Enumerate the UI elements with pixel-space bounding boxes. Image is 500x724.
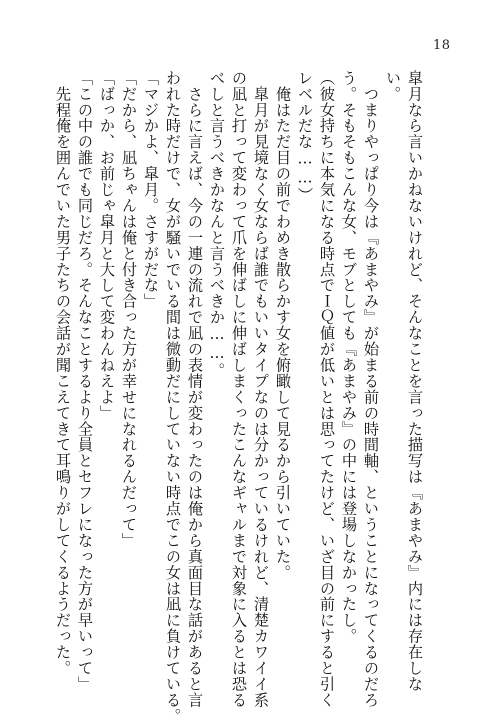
text-line: 先程俺を囲んでいた男子たちの会話が聞こえてきて耳鳴りがしてくるようだった。: [54, 70, 72, 677]
text-line: （彼女持ちに本気になる時点でＩＱ値が低いとは思ってたけど、いざ目の前にすると引く: [318, 70, 336, 708]
text-line: つまりやっぱり今は『あまやみ』が始まる前の時間軸、ということになってくるのだろ: [362, 70, 380, 708]
text-line: 皐月が見境なく女ならば誰でもいいタイプなのは分かっているけれど、清楚カワイイ系: [252, 70, 270, 708]
text-line: べしと言うべきかなんと言うべきか……。: [208, 70, 226, 379]
body-text: [54, 70, 426, 724]
text-line: 「マジかよ、皐月。さすがだな」: [142, 70, 160, 310]
text-line: レベルだな……）: [296, 70, 314, 204]
page-number: 18: [433, 38, 451, 53]
text-line: われた時だけで、女が騒いでいる間は微動だにしていない時点でこの女は凪に負けている。: [164, 70, 182, 724]
text-line: 皐月なら言いかねないけれど、そんなことを言った描写は『あまやみ』内には存在しな: [406, 70, 424, 693]
text-line: う。そもそもこんな女、モブとしても『あまやみ』の中には登場しなかったし。: [340, 70, 358, 645]
text-line: 「この中の誰でも同じだろ。そんなことするより全員とセフレになった方が早いって」: [76, 70, 94, 693]
text-line: 俺はただ目の前でわめき散らかす女を俯瞰して見るから引いていた。: [274, 70, 292, 581]
text-line: の凪と打って変わって爪を伸ばしに伸ばしまくったこんなギャルまで対象に入るとは恐る: [230, 70, 248, 708]
text-line: 「ばっか、お前じゃ皐月と大して変わんねえよ」: [98, 70, 116, 421]
text-line: さらに言えば、今の一連の流れで凪の表情が変わったのは俺から真面目な話があると言: [186, 70, 204, 708]
text-line: 「だから、凪ちゃんは俺と付き合った方が幸せになれるんだって」: [120, 70, 138, 549]
text-line: い。: [384, 70, 402, 102]
